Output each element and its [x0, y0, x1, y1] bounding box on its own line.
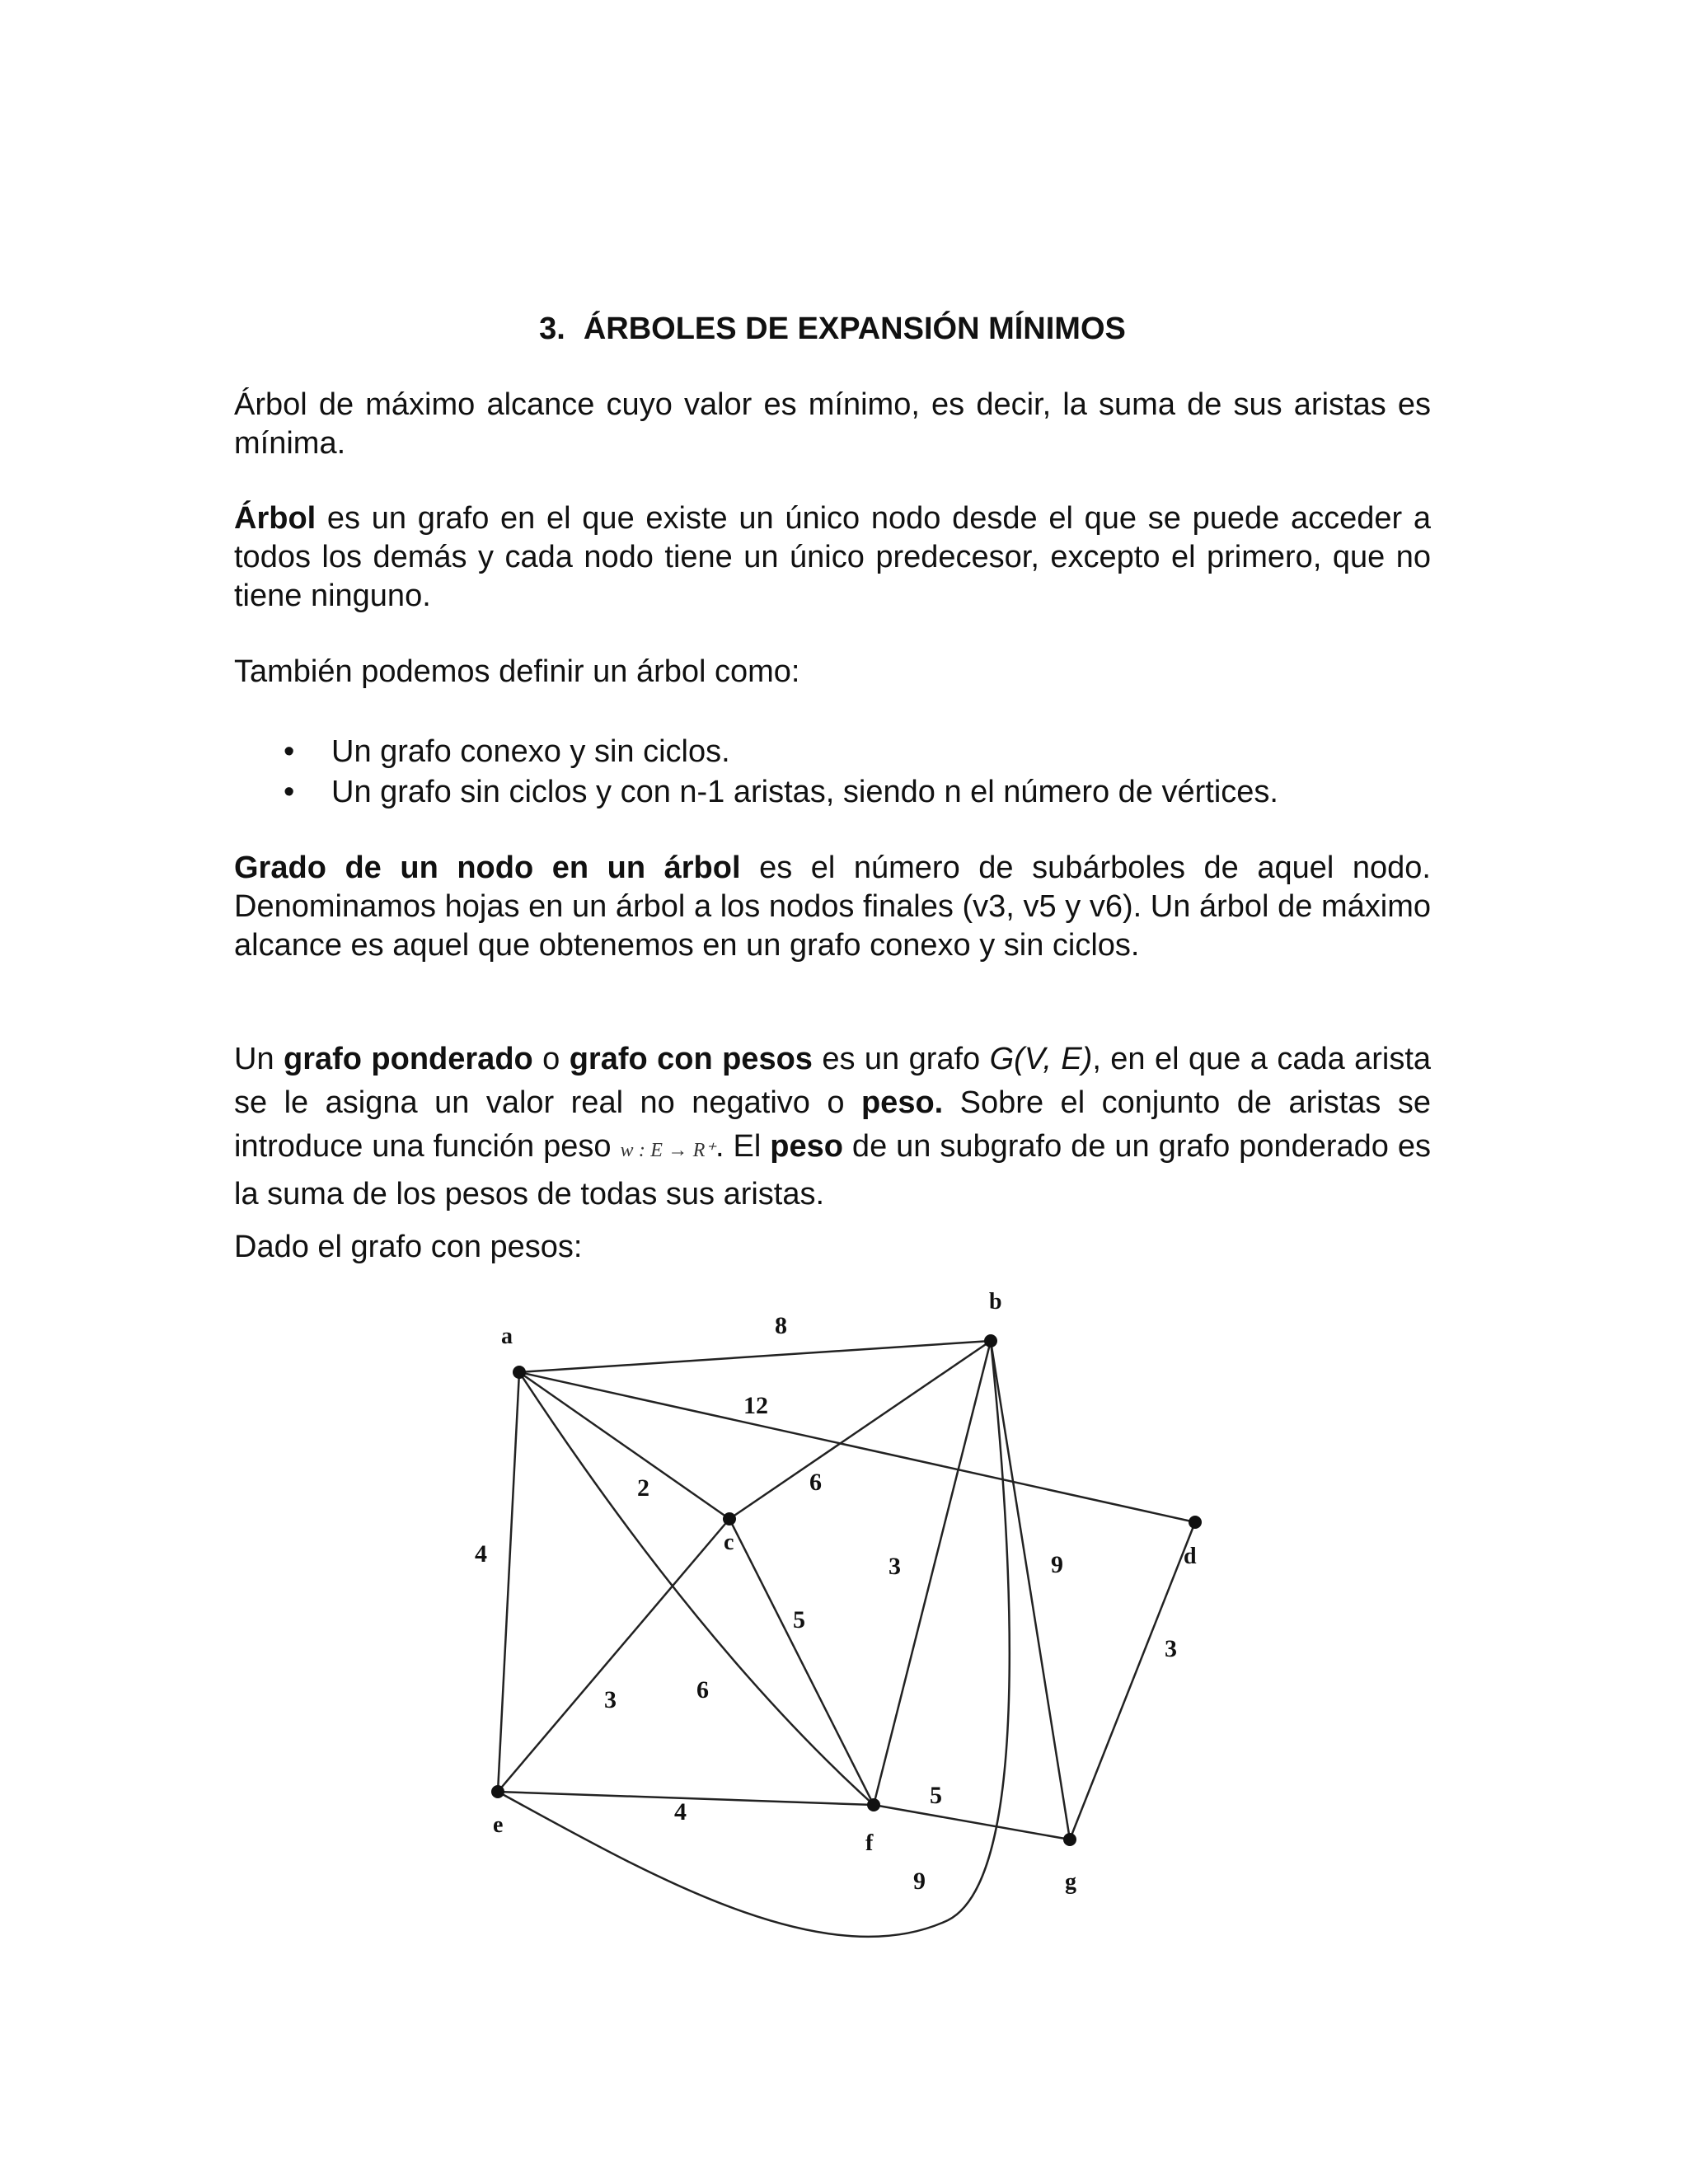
ponderado-text: Sobre el conjunto de aristas se introduce una función peso: [234, 1085, 1431, 1164]
edge-d-g: [1070, 1522, 1195, 1840]
node-label-d: d: [1184, 1544, 1197, 1569]
ponderado-text: . El: [715, 1129, 771, 1164]
node-label-g: g: [1065, 1869, 1076, 1895]
arbol-max-text: Un árbol de máximo alcance es aquel que obtenemos en un grafo conexo y sin ciclos.: [234, 889, 1431, 963]
weight-label-a-d: 12: [743, 1392, 768, 1419]
weight-label-c-f: 5: [793, 1606, 805, 1633]
node-label-f: f: [865, 1830, 874, 1856]
node-label-a: a: [501, 1324, 513, 1349]
node-b: [984, 1334, 997, 1347]
section-number: 3.: [539, 312, 565, 346]
ponderado-text: , en el que a cada arista se le asigna un valor real no negativo o: [234, 1042, 1432, 1120]
edge-a-c: [519, 1372, 729, 1519]
weight-label-f-g: 5: [930, 1782, 942, 1809]
node-e: [491, 1785, 504, 1798]
peso-term: peso.: [860, 1085, 944, 1120]
weight-label-b-f: 3: [889, 1553, 901, 1580]
weight-label-a-b: 8: [775, 1312, 787, 1339]
dado-paragraph: Dado el grafo con pesos:: [234, 1230, 583, 1264]
arbol-term: Árbol: [234, 501, 316, 536]
ponderado-text: de un subgrafo de un grafo ponderado es la suma de los pesos de todas sus aristas.: [234, 1129, 1431, 1212]
node-label-c: c: [724, 1530, 734, 1555]
node-label-e: e: [493, 1812, 504, 1838]
node-a: [513, 1366, 526, 1379]
peso-term: peso: [770, 1129, 843, 1164]
grado-text: es el número de subárboles de aquel nodo. Denominamos hojas en un árbol a los nodos finales (v3, v5 y v6).: [234, 851, 1431, 924]
weight-label-a-f: 6: [696, 1676, 709, 1704]
alt-definition-intro: También podemos definir un árbol como:: [234, 654, 800, 689]
weight-label-c-e: 3: [604, 1686, 617, 1713]
edge-a-f: [519, 1372, 874, 1805]
weight-label-b-c: 6: [809, 1469, 822, 1496]
edge-b-g: [991, 1341, 1070, 1840]
edge-c-f: [729, 1519, 874, 1805]
node-g: [1063, 1833, 1076, 1846]
bullet-text: Un grafo conexo y sin ciclos.: [331, 734, 730, 769]
weight-label-e-b: 9: [913, 1868, 926, 1895]
bullet-text: Un grafo sin ciclos y con n-1 aristas, siendo n el número de vértices.: [331, 775, 1278, 809]
weight-label-b-g: 9: [1051, 1551, 1063, 1578]
edge-a-b: [519, 1341, 991, 1372]
node-f: [867, 1798, 880, 1811]
node-d: [1189, 1516, 1202, 1529]
edge-a-d: [519, 1372, 1195, 1522]
bullet-dot-icon: •: [284, 734, 295, 769]
edge-a-e: [498, 1372, 519, 1792]
edge-f-g: [874, 1805, 1070, 1840]
bullet-dot-icon: •: [284, 775, 295, 809]
node-label-b: b: [989, 1289, 1002, 1315]
grafo-con-pesos-term: grafo con pesos: [569, 1042, 813, 1076]
edge-c-e: [498, 1519, 729, 1792]
ponderado-text: o: [532, 1042, 570, 1076]
ponderado-text: es un grafo: [812, 1042, 990, 1076]
grado-term: Grado de un nodo en un árbol: [234, 851, 741, 885]
weight-label-d-g: 3: [1165, 1635, 1177, 1662]
edge-e-b: [498, 1341, 1010, 1937]
weight-label-e-f: 4: [674, 1798, 687, 1825]
weight-label-a-e: 4: [475, 1540, 487, 1568]
intro-paragraph: Árbol de máximo alcance cuyo valor es mínimo, es decir, la suma de sus aristas es mínima.: [234, 387, 1431, 461]
weight-function-formula: w : E → R⁺: [620, 1140, 716, 1161]
node-c: [723, 1512, 736, 1526]
grafo-ponderado-term: grafo ponderado: [284, 1042, 533, 1076]
section-title: ÁRBOLES DE EXPANSIÓN MÍNIMOS: [583, 312, 1126, 346]
ponderado-text: Un: [234, 1042, 284, 1076]
weight-label-a-c: 2: [637, 1474, 649, 1502]
graph-notation: G(V, E): [989, 1042, 1093, 1076]
arbol-text: es un grafo en el que existe un único nodo desde el que se puede acceder a todos los demás y cada nodo tiene un único predecesor, excepto el primero, que no tiene ninguno.: [234, 501, 1431, 613]
